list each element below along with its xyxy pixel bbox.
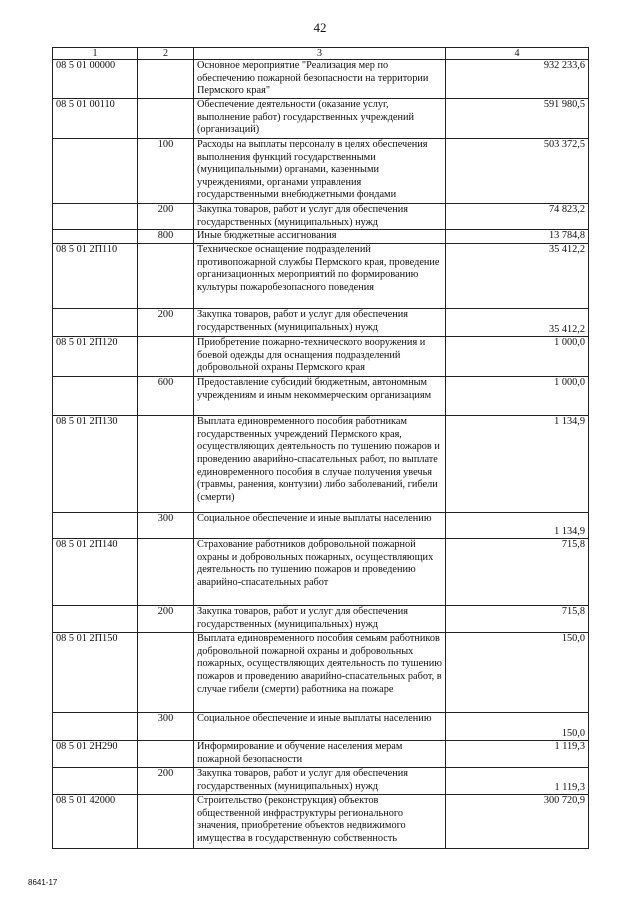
row-amount: 932 233,6: [446, 60, 589, 99]
row-description: Страхование работников добровольной пожарной охраны и добровольных пожарных, осуществляющих деятельность по тушению пожаров и проведению аварийно-спасательных работ: [194, 539, 446, 606]
row-amount: 1 000,0: [446, 337, 589, 377]
row-amount: 1 000,0: [446, 377, 589, 416]
row-description: Закупка товаров, работ и услуг для обеспечения государственных (муниципальных) нужд: [194, 204, 446, 230]
row-code: 08 5 01 00110: [53, 99, 138, 139]
row-code: [53, 377, 138, 416]
row-code: 08 5 01 2П150: [53, 633, 138, 713]
row-type: 200: [138, 606, 194, 633]
row-type: [138, 416, 194, 513]
table-row: [53, 244, 589, 309]
table-row: [53, 309, 589, 337]
row-type: [138, 539, 194, 606]
row-description: Обеспечение деятельности (оказание услуг, выполнение работ) государственных учреждений (организаций): [194, 99, 446, 139]
row-code: [53, 230, 138, 244]
row-code: 08 5 01 00000: [53, 60, 138, 99]
row-description: Закупка товаров, работ и услуг для обеспечения государственных (муниципальных) нужд: [194, 606, 446, 633]
row-description: Приобретение пожарно-технического вооружения и боевой одежды для оснащения подразделений добровольной охраны Пермского края: [194, 337, 446, 377]
header-col-4: 4: [446, 48, 589, 60]
row-description: Закупка товаров, работ и услуг для обеспечения государственных (муниципальных) нужд: [194, 309, 446, 337]
row-code: 08 5 01 42000: [53, 795, 138, 849]
table-row: [53, 795, 589, 849]
row-amount: 1 134,9: [446, 416, 589, 513]
row-code: [53, 513, 138, 539]
row-amount: 35 412,2: [446, 309, 589, 337]
table-row: [53, 606, 589, 633]
row-code: [53, 606, 138, 633]
row-type: [138, 795, 194, 849]
row-type: [138, 60, 194, 99]
row-type: [138, 99, 194, 139]
table-row: [53, 416, 589, 513]
table-row: [53, 741, 589, 768]
row-code: 08 5 01 2П140: [53, 539, 138, 606]
row-code: [53, 309, 138, 337]
table-row: [53, 633, 589, 713]
row-amount: 715,8: [446, 606, 589, 633]
row-type: [138, 633, 194, 713]
row-amount: 503 372,5: [446, 139, 589, 204]
row-type: [138, 337, 194, 377]
row-amount: 715,8: [446, 539, 589, 606]
row-type: 600: [138, 377, 194, 416]
row-description: Иные бюджетные ассигнования: [194, 230, 446, 244]
row-description: Строительство (реконструкция) объектов общественной инфраструктуры регионального значения, приобретение объектов недвижимого имущества в государственную собственность: [194, 795, 446, 849]
row-type: 200: [138, 204, 194, 230]
document-footer-code: 8641-17: [28, 878, 58, 887]
header-col-3: 3: [194, 48, 446, 60]
row-description: Выплата единовременного пособия семьям работников добровольной пожарной охраны и добровольных пожарных, осуществляющих деятельность по тушению пожаров и проведению аварийно-спасательных работ, в случае гибели (смерти) работника на пожаре: [194, 633, 446, 713]
table-row: [53, 60, 589, 99]
row-amount: 1 119,3: [446, 768, 589, 795]
header-row: [53, 48, 589, 60]
row-amount: 1 119,3: [446, 741, 589, 768]
row-description: Социальное обеспечение и иные выплаты населению: [194, 713, 446, 741]
page-number: 42: [313, 20, 327, 35]
row-amount: 300 720,9: [446, 795, 589, 849]
row-type: [138, 244, 194, 309]
table-header: [53, 48, 589, 60]
row-code: 08 5 01 2Н290: [53, 741, 138, 768]
table-row: [53, 337, 589, 377]
table-body: [53, 60, 589, 849]
row-type: [138, 741, 194, 768]
row-amount: 150,0: [446, 713, 589, 741]
header-col-1: 1: [53, 48, 138, 60]
row-amount: 74 823,2: [446, 204, 589, 230]
table-row: [53, 768, 589, 795]
row-amount: 1 134,9: [446, 513, 589, 539]
row-code: 08 5 01 2П120: [53, 337, 138, 377]
row-description: Закупка товаров, работ и услуг для обеспечения государственных (муниципальных) нужд: [194, 768, 446, 795]
table-row: [53, 513, 589, 539]
table-row: [53, 99, 589, 139]
row-type: 300: [138, 713, 194, 741]
row-code: [53, 139, 138, 204]
table-row: [53, 139, 589, 204]
row-amount: 591 980,5: [446, 99, 589, 139]
budget-table: [52, 47, 589, 849]
row-description: Расходы на выплаты персоналу в целях обеспечения выполнения функций государственными (муниципальными) органами, казенными учреждениями, органами управления государственными внебюджетными фондами: [194, 139, 446, 204]
table-row: [53, 713, 589, 741]
row-amount: 13 784,8: [446, 230, 589, 244]
row-description: Социальное обеспечение и иные выплаты населению: [194, 513, 446, 539]
row-code: [53, 713, 138, 741]
row-code: 08 5 01 2П110: [53, 244, 138, 309]
table-row: [53, 377, 589, 416]
row-amount: 150,0: [446, 633, 589, 713]
table-row: [53, 230, 589, 244]
row-description: Основное мероприятие "Реализация мер по обеспечению пожарной безопасности на территории Пермского края": [194, 60, 446, 99]
row-type: 200: [138, 309, 194, 337]
row-description: Техническое оснащение подразделений противопожарной службы Пермского края, проведение организационных мероприятий по формированию культуры пожаробезопасного поведения: [194, 244, 446, 309]
row-code: 08 5 01 2П130: [53, 416, 138, 513]
row-description: Выплата единовременного пособия работникам государственных учреждений Пермского края, осуществляющих деятельность по тушению пожаров и проведению аварийно-спасательных работ, по выплате единовременного пособия в случае получения увечья (травмы, ранения, контузии) либо заболеваний, гибели (смерти): [194, 416, 446, 513]
row-description: Информирование и обучение населения мерам пожарной безопасности: [194, 741, 446, 768]
table-row: [53, 539, 589, 606]
header-col-2: 2: [138, 48, 194, 60]
row-code: [53, 204, 138, 230]
table-row: [53, 204, 589, 230]
row-type: 200: [138, 768, 194, 795]
row-amount: 35 412,2: [446, 244, 589, 309]
row-type: 800: [138, 230, 194, 244]
row-type: 100: [138, 139, 194, 204]
row-description: Предоставление субсидий бюджетным, автономным учреждениям и иным некоммерческим организациям: [194, 377, 446, 416]
row-type: 300: [138, 513, 194, 539]
row-code: [53, 768, 138, 795]
